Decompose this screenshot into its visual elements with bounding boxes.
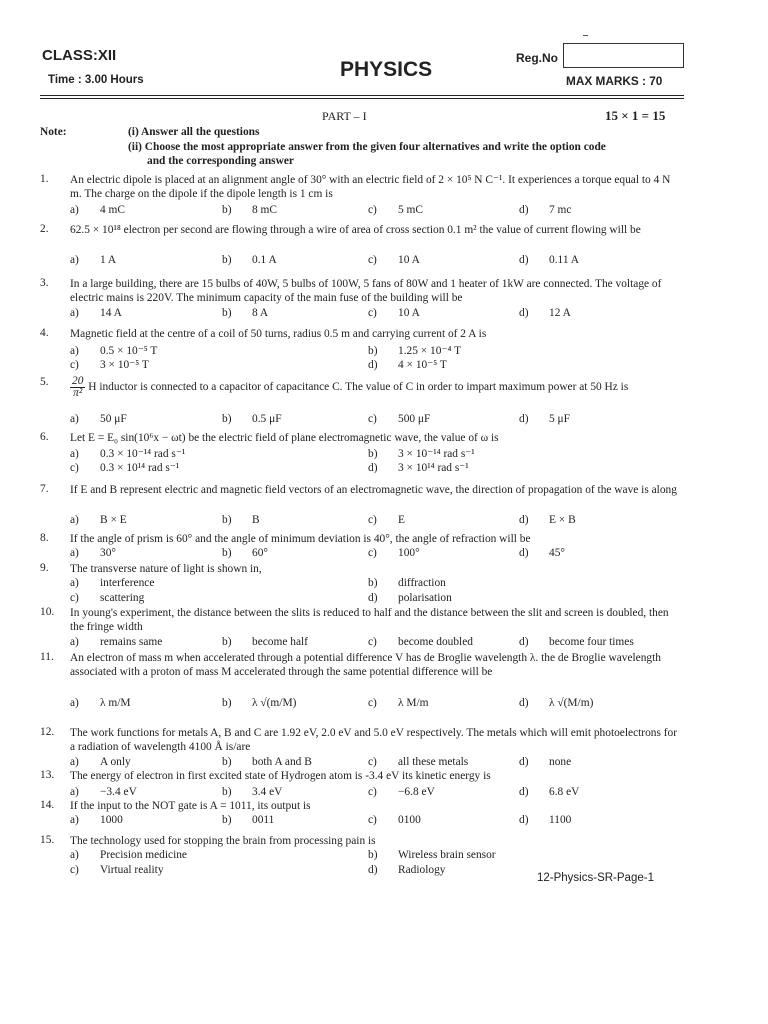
answer-option: d) polarisation xyxy=(368,592,452,604)
question-text: In young's experiment, the distance between the slits is reduced to half and the distance between the slit and screen is doubled, then the fringe width xyxy=(70,607,669,633)
question-number: 13. xyxy=(40,769,55,781)
answer-option: d) become four times xyxy=(519,636,634,648)
answer-option: c) 10 A xyxy=(368,307,420,319)
page-footer: 12-Physics-SR-Page-1 xyxy=(537,872,654,884)
time-label: Time : 3.00 Hours xyxy=(48,74,144,86)
note-item: (ii) Choose the most appropriate answer from the given four alternatives and write the option code xyxy=(128,141,606,153)
answer-option: a) 1 A xyxy=(70,254,117,266)
reg-no-box[interactable] xyxy=(563,43,684,68)
fraction: $\frac{20}{\text{π²}}$ xyxy=(72,375,84,399)
question-number: 2. xyxy=(40,223,49,235)
answer-option: d) 0.11 A xyxy=(519,254,579,266)
note-label: Note: xyxy=(40,126,67,138)
question-text: The technology used for stopping the brain from processing pain is xyxy=(70,835,376,847)
answer-option: a) 1000 xyxy=(70,814,123,826)
question-number: 6. xyxy=(40,431,49,443)
answer-option: b) 60° xyxy=(222,547,268,559)
part-title: PART – I xyxy=(322,109,367,123)
answer-option: a) A only xyxy=(70,756,131,768)
answer-option: b) 3.4 eV xyxy=(222,786,283,798)
question-number: 7. xyxy=(40,483,49,495)
question-text: An electron of mass m when accelerated through a potential difference V has de Broglie wavelength λ. the de Broglie wavelength associated with a proton of mass M accelerated through the same potential difference will be xyxy=(70,652,661,678)
answer-option: b) λ √(m/M) xyxy=(222,697,297,709)
answer-option: b) 0011 xyxy=(222,814,275,826)
answer-option: b) Wireless brain sensor xyxy=(368,849,496,861)
answer-option: c) scattering xyxy=(70,592,145,604)
answer-option: c) 3 × 10⁻⁵ T xyxy=(70,359,149,371)
answer-option: a) −3.4 eV xyxy=(70,786,137,798)
answer-option: c) 100° xyxy=(368,547,420,559)
question-number: 9. xyxy=(40,562,49,574)
question-text: If E and B represent electric and magnetic field vectors of an electromagnetic wave, the direction of propagation of the wave is along xyxy=(70,484,677,496)
question-number: 15. xyxy=(40,834,55,846)
answer-option: c) 500 μF xyxy=(368,413,431,425)
answer-option: a) λ m/M xyxy=(70,697,131,709)
answer-option: c) 0100 xyxy=(368,814,421,826)
question-number: 1. xyxy=(40,173,49,185)
answer-option: d) 4 × 10⁻⁵ T xyxy=(368,359,447,371)
question-number: 10. xyxy=(40,606,55,618)
answer-option: d) Radiology xyxy=(368,864,446,876)
answer-option: d) 1100 xyxy=(519,814,572,826)
answer-option: c) Virtual reality xyxy=(70,864,164,876)
question-text: If the input to the NOT gate is A = 1011, its output is xyxy=(70,800,311,812)
answer-option: b) 3 × 10⁻¹⁴ rad s⁻¹ xyxy=(368,448,475,460)
question-number: 12. xyxy=(40,726,55,738)
answer-option: b) diffraction xyxy=(368,577,446,589)
answer-option: d) 12 A xyxy=(519,307,571,319)
class-label: CLASS:XII xyxy=(42,47,117,64)
answer-option: c) E xyxy=(368,514,405,526)
answer-option: a) 0.5 × 10⁻⁵ T xyxy=(70,345,158,357)
answer-option: b) become half xyxy=(222,636,308,648)
answer-option: a) 50 μF xyxy=(70,413,127,425)
question-number: 5. xyxy=(40,376,49,388)
answer-option: a) 14 A xyxy=(70,307,122,319)
answer-option: d) 3 × 10¹⁴ rad s⁻¹ xyxy=(368,462,469,474)
answer-option: c) 5 mC xyxy=(368,204,424,216)
question-text: An electric dipole is placed at an alignment angle of 30° with an electric field of 2 × 10⁵ N C⁻¹. It experiences a torque equal to 4 N m. The charge on the dipole if the dipole length is 1 cm is xyxy=(70,174,671,200)
question-number: 3. xyxy=(40,277,49,289)
answer-option: b) 8 A xyxy=(222,307,269,319)
answer-option: a) remains same xyxy=(70,636,163,648)
question-number: 14. xyxy=(40,799,55,811)
reg-no-label: Reg.No xyxy=(516,51,558,65)
question-number: 4. xyxy=(40,327,49,339)
answer-option: c) 10 A xyxy=(368,254,420,266)
answer-option: c) all these metals xyxy=(368,756,469,768)
answer-option: b) 0.5 μF xyxy=(222,413,282,425)
question-text: In a large building, there are 15 bulbs of 40W, 5 bulbs of 100W, 5 fans of 80W and 1 heater of 1kW are connected. The voltage of electric mains is 220V. The minimum capacity of the main fuse of the building will be xyxy=(70,278,662,304)
answer-option: d) 5 μF xyxy=(519,413,570,425)
answer-option: c) become doubled xyxy=(368,636,473,648)
note-item: and the corresponding answer xyxy=(147,155,294,167)
question-number: 11. xyxy=(40,651,54,663)
answer-option: b) B xyxy=(222,514,260,526)
note-item: (i) Answer all the questions xyxy=(128,126,260,138)
answer-option: d) 7 mc xyxy=(519,204,572,216)
max-marks-label: MAX MARKS : 70 xyxy=(566,74,663,88)
answer-option: d) 6.8 eV xyxy=(519,786,580,798)
answer-option: b) 0.1 A xyxy=(222,254,277,266)
answer-option: a) interference xyxy=(70,577,155,589)
answer-option: d) none xyxy=(519,756,572,768)
answer-option: d) E × B xyxy=(519,514,576,526)
answer-option: c) 0.3 × 10¹⁴ rad s⁻¹ xyxy=(70,462,180,474)
answer-option: c) λ M/m xyxy=(368,697,429,709)
reg-no-mark xyxy=(583,35,588,36)
part-marks: 15 × 1 = 15 xyxy=(605,108,666,123)
answer-option: a) 30° xyxy=(70,547,116,559)
answer-option: b) 1.25 × 10⁻⁴ T xyxy=(368,345,462,357)
header-divider-double xyxy=(40,98,684,99)
question-text: Let E = E₀ sin(10⁶x − ωt) be the electric field of plane electromagnetic wave, the value of ω is xyxy=(70,432,499,444)
question-text: The work functions for metals A, B and C are 1.92 eV, 2.0 eV and 5.0 eV respectively. The metals which will emit photoelectrons for a radiation of wavelength 4100 Å is/are xyxy=(70,727,678,753)
answer-option: b) both A and B xyxy=(222,756,312,768)
question-number: 8. xyxy=(40,532,49,544)
answer-option: a) 0.3 × 10⁻¹⁴ rad s⁻¹ xyxy=(70,448,186,460)
question-text: The transverse nature of light is shown in, xyxy=(70,563,262,575)
answer-option: a) B × E xyxy=(70,514,127,526)
question-text: 62.5 × 10¹⁸ electron per second are flowing through a wire of area of cross section 0.1 m² the value of current flowing will be xyxy=(70,224,641,236)
answer-option: d) 45° xyxy=(519,547,565,559)
answer-option: d) λ √(M/m) xyxy=(519,697,594,709)
subject-title: PHYSICS xyxy=(340,58,433,81)
answer-option: a) 4 mC xyxy=(70,204,126,216)
header-divider xyxy=(40,95,684,96)
question-text: If the angle of prism is 60° and the angle of minimum deviation is 40°, the angle of refraction will be xyxy=(70,533,531,545)
answer-option: a) Precision medicine xyxy=(70,849,187,861)
answer-option: b) 8 mC xyxy=(222,204,278,216)
answer-option: c) −6.8 eV xyxy=(368,786,435,798)
question-text: $\frac{20}{\text{π²}}$ H inductor is connected to a capacitor of capacitance C. The value of C in order to impart maximum power at 50 Hz is xyxy=(72,375,629,399)
question-text: The energy of electron in first excited state of Hydrogen atom is -3.4 eV its kinetic energy is xyxy=(70,770,491,782)
question-text: Magnetic field at the centre of a coil of 50 turns, radius 0.5 m and carrying current of 2 A is xyxy=(70,328,487,340)
